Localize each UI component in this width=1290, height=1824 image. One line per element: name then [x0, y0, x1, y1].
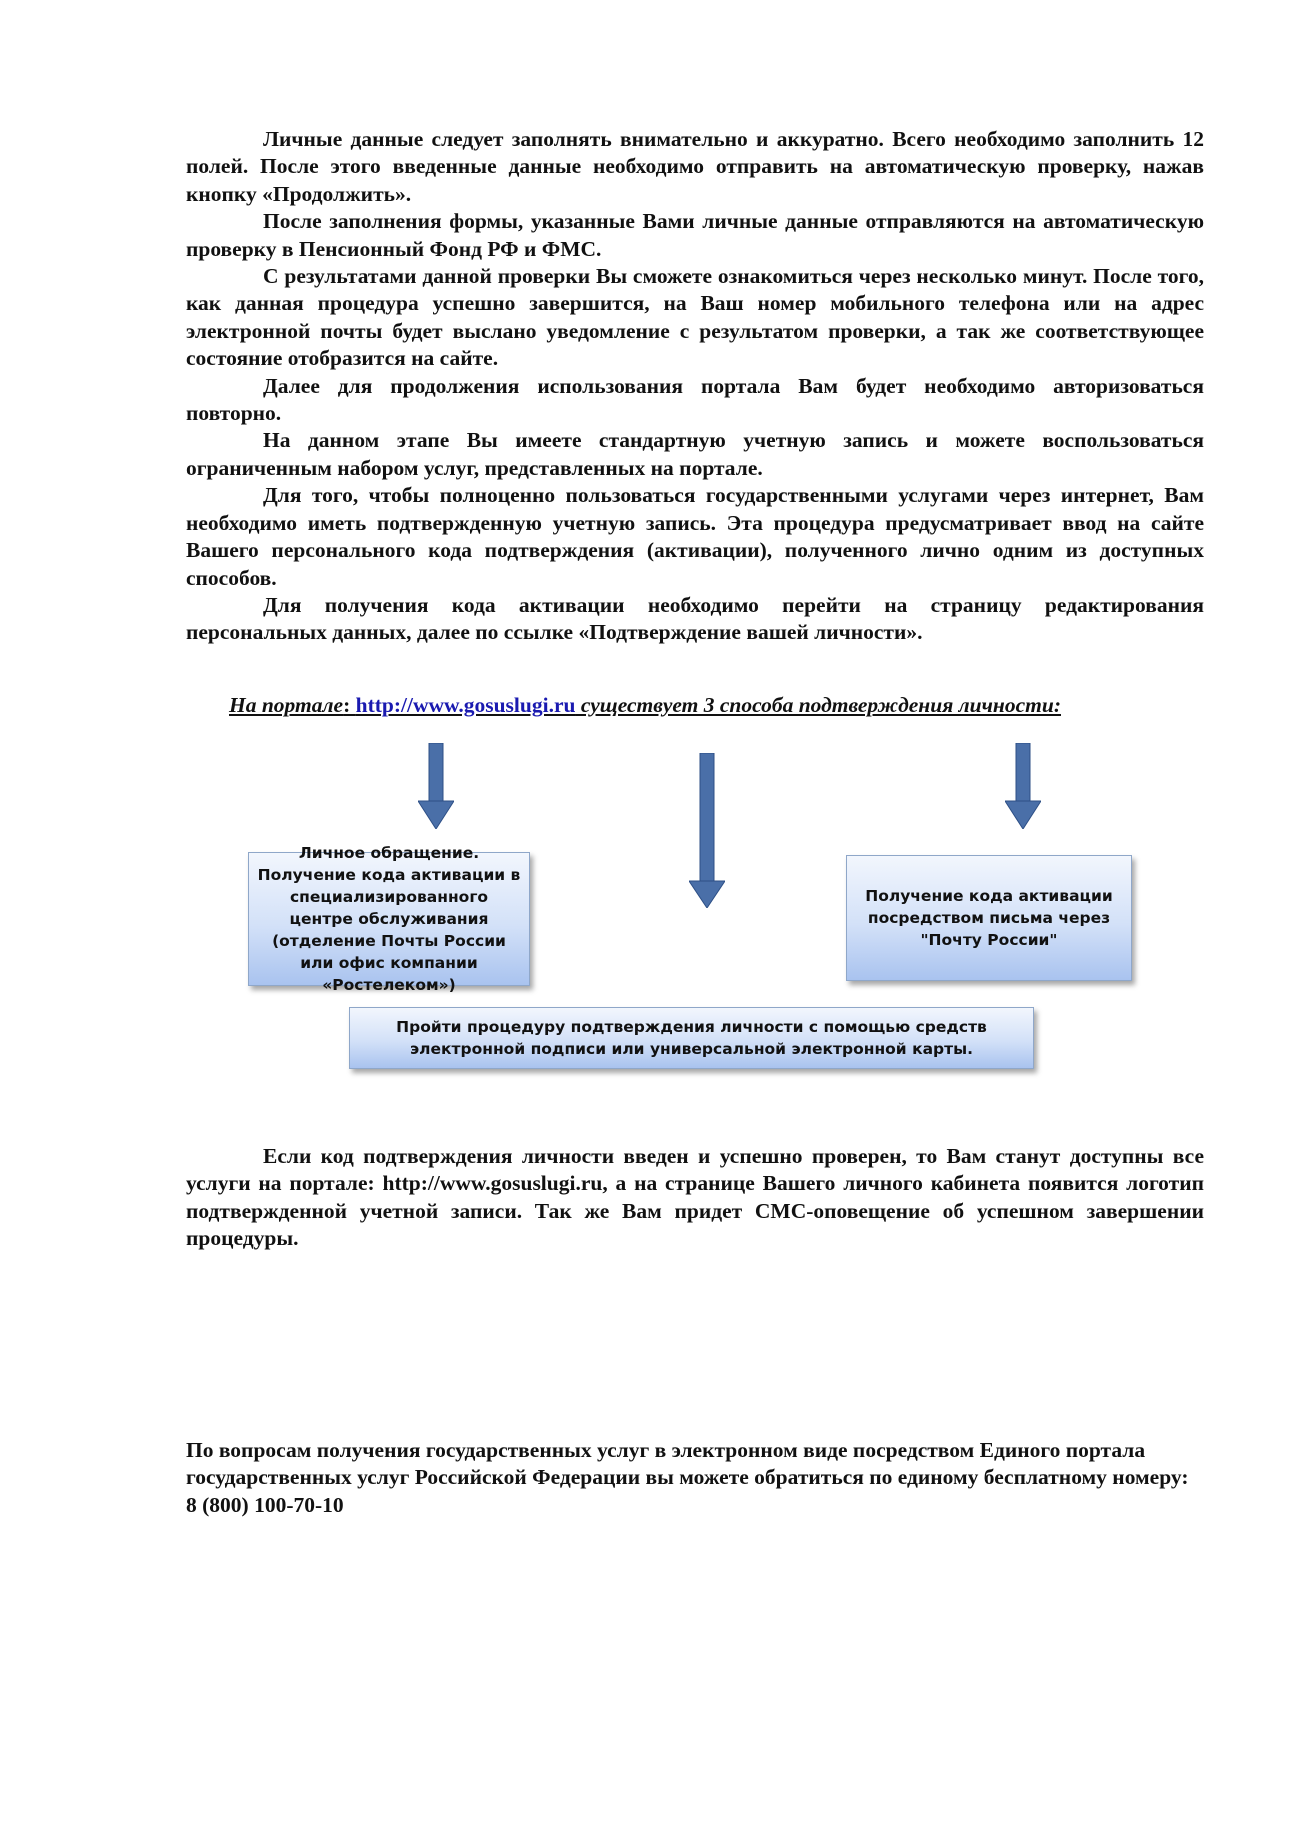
methods-heading-prefix: На портале — [229, 693, 344, 717]
intro-paragraph-2: После заполнения формы, указанные Вами личные данные отправляются на автоматическую проверку в Пенсионный Фонд РФ и ФМС. — [186, 209, 1204, 261]
result-paragraph: Если код подтверждения личности введен и успешно проверен, то Вам станут доступны все услуги на портале: http://www.gosuslugi.ru, а на странице Вашего личного кабинета появится логотип подтвержденной учетной записи. Так же Вам придет СМС-оповещение об успешном завершении процедуры. — [186, 1144, 1204, 1251]
intro-paragraph-4: Далее для продолжения использования портала Вам будет необходимо авторизоваться повторно. — [186, 373, 1204, 426]
intro-paragraph-6: Для того, чтобы полноценно пользоваться государственными услугами через интернет, Вам необходимо иметь подтвержденную учетную запись. Эта процедура предусматривает ввод на сайте Вашего персонального кода подтверждения (активации), полученного лично одним из доступных способов. — [186, 483, 1204, 590]
method-box-electronic-signature — [349, 1007, 1034, 1069]
methods-heading — [0, 693, 1290, 718]
intro-paragraph-5: На данном этапе Вы имеете стандартную учетную запись и можете воспользоваться ограниченным набором услуг, представленных на портале. — [186, 428, 1204, 480]
intro-paragraph-1: Личные данные следует заполнять внимательно и аккуратно. Всего необходимо заполнить 12 полей. После этого введенные данные необходимо отправить на автоматическую проверку, нажав кнопку «Продолжить». — [186, 127, 1204, 206]
arrow-down-right-icon — [1005, 743, 1041, 829]
method-box-russian-post — [846, 855, 1132, 981]
arrow-down-left-icon — [418, 743, 454, 829]
method-russian-post-text: Получение кода активации посредством письма через "Почту России" — [865, 887, 1113, 949]
intro-paragraph-3: С результатами данной проверки Вы сможете ознакомиться через несколько минут. После того, как данная процедура успешно завершится, на Ваш номер мобильного телефона или на адрес электронной почты будет выслано уведомление с результатом проверки, а так же соответствующее состояние отобразится на сайте. — [186, 264, 1204, 371]
contact-section — [186, 1437, 1204, 1519]
method-box-personal-visit — [248, 844, 530, 994]
methods-heading-suffix: существует 3 способа подтверждения личности: — [575, 693, 1061, 717]
intro-paragraph-7: Для получения кода активации необходимо перейти на страницу редактирования персональных данных, далее по ссылке «Подтверждение вашей личности». — [186, 592, 1204, 645]
result-section — [186, 1143, 1204, 1253]
intro-section — [186, 126, 1204, 647]
arrow-down-center-icon — [689, 753, 725, 908]
method-electronic-signature-text: Пройти процедуру подтверждения личности с помощью средств электронной подписи или универсальной электронной карты. — [396, 1018, 987, 1058]
methods-heading-colon: : — [343, 693, 356, 717]
gosuslugi-link[interactable]: http://www.gosuslugi.ru — [355, 693, 576, 717]
contact-paragraph: По вопросам получения государственных услуг в электронном виде посредством Единого портала государственных услуг Российской Федерации вы можете обратиться по единому бесплатному номеру: 8 (800) 100-70-10 — [186, 1438, 1189, 1517]
method-personal-visit-text: Личное обращение. Получение кода активации в специализированного центре обслуживания (отделение Почты России или офис компании «Ростелеком») — [257, 844, 521, 994]
